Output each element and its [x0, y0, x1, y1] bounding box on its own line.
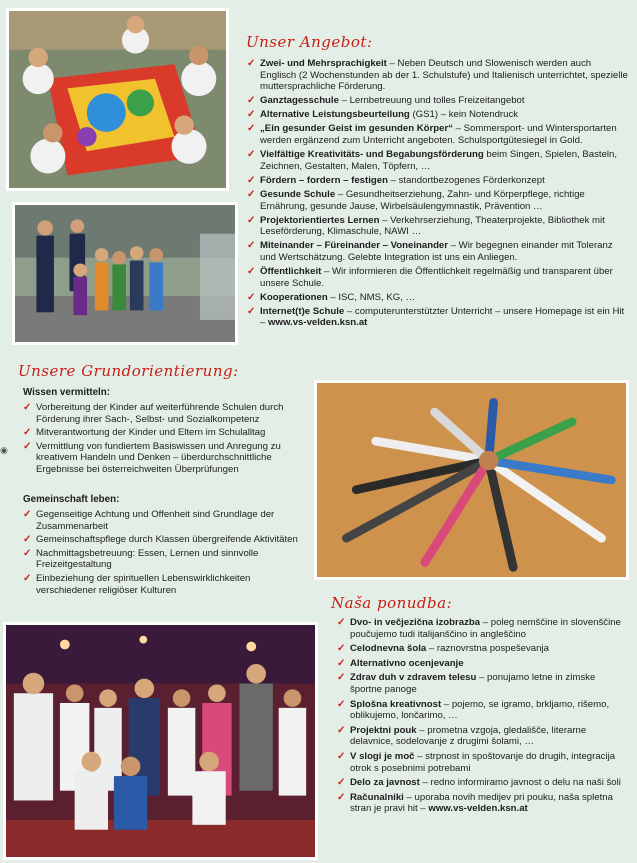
list-item	[23, 509, 305, 532]
list-unser-angebot	[247, 58, 629, 331]
list-item	[247, 95, 629, 107]
checkmark-icon: ✓	[247, 291, 256, 303]
list-nasa-ponudba	[337, 617, 629, 818]
item-text: – Sommersport- und Wintersportarten werden ergänzend zum Unterricht angeboten. Schulsportgütesiegel in Gold.	[260, 123, 617, 147]
item-bold: Internet(t)e Schule	[260, 305, 345, 317]
list-item	[23, 534, 305, 546]
heading-unsere-grundorientierung: Unsere Grundorientierung:	[18, 362, 239, 380]
item-text: beim Singen, Spielen, Basteln, Zeichnen, Gestalten, Malen, Töpfern, …	[260, 149, 618, 172]
checkmark-icon: ✓	[337, 791, 346, 803]
item-bold: Zdrav duh v zdravem telesu	[350, 672, 477, 684]
list-item	[247, 109, 629, 121]
checkmark-icon: ✓	[247, 266, 256, 277]
item-text: – uporaba novih medijev pri pouku, naša spletna stran je pravi hit –	[350, 791, 613, 815]
item-bold: Alternativno ocenjevanje	[350, 657, 464, 669]
item-text: – Verkehrserziehung, Theaterprojekte, Bibliothek mit Leseförderung, Klimaschule, NAWI …	[260, 214, 605, 238]
list-item	[247, 266, 629, 289]
item-bold: Öffentlichkeit	[260, 266, 322, 277]
checkmark-icon: ✓	[337, 657, 346, 669]
checkmark-icon: ✓	[247, 188, 256, 200]
list-item	[247, 189, 629, 212]
list-item	[23, 548, 305, 571]
list-item	[23, 427, 305, 439]
item-text: – standortbezogenes Förderkonzept	[387, 174, 545, 186]
item-text: – ponujamo letne in zimske športne panoge	[350, 672, 596, 695]
list-item	[247, 240, 629, 263]
heading-unser-angebot: Unser Angebot:	[246, 33, 373, 51]
list-item	[337, 792, 629, 815]
item-bold: Zwei- und Mehrsprachigkeit	[260, 58, 387, 69]
subheading-gemeinschaft-leben: Gemeinschaft leben:	[23, 494, 120, 505]
item-text: – Gesundheitserziehung, Zahn- und Körperpflege, richtige Ernährung, gesunde Jause, Wirbelsäulengymnastik, Prävention …	[260, 188, 585, 212]
list-item	[23, 402, 305, 425]
checkmark-icon: ✓	[247, 149, 256, 161]
item-link: www.vs-velden.ksn.at	[268, 317, 368, 329]
item-text: – redno informiramo javnost o delu na naši šoli	[419, 777, 621, 789]
item-text: (GS1) – kein Notendruck	[409, 109, 519, 121]
item-bold: Dvo- in večjezična izobrazba	[350, 617, 481, 628]
checkmark-icon: ✓	[247, 95, 256, 107]
list-item	[247, 292, 629, 304]
photo-traffic-education	[12, 202, 238, 345]
checkmark-icon: ✓	[23, 440, 32, 452]
checkmark-icon: ✓	[337, 698, 346, 710]
checkmark-icon: ✓	[247, 240, 256, 252]
list-item	[247, 123, 629, 146]
item-text: – strpnost in spoštovanje do drugih, integracija otrok s posebnimi potrebami	[350, 750, 616, 774]
checkmark-icon: ✓	[23, 402, 32, 413]
list-item	[247, 58, 629, 93]
item-text: – raznovrstna pospeševanja	[426, 643, 549, 655]
item-bold: Gesunde Schule	[260, 188, 336, 200]
checkmark-icon: ✓	[337, 750, 346, 762]
item-bold: Vielfältige Kreativitäts- und Begabungsförderung	[260, 149, 484, 161]
item-text: Mitverantwortung der Kinder und Eltern im Schulalltag	[36, 427, 266, 439]
item-text: – pojemo, se igramo, brkljamo, rišemo, oblikujemo, lončarimo, …	[350, 698, 610, 722]
checkmark-icon: ✓	[247, 109, 256, 121]
list-item	[337, 643, 629, 655]
item-text: Gemeinschaftspflege durch Klassen übergreifende Aktivitäten	[36, 534, 298, 546]
item-bold: Fördern – fordern – festigen	[260, 174, 388, 186]
item-text: Nachmittagsbetreuung: Essen, Lernen und sinnvolle Freizeitgestaltung	[36, 547, 259, 571]
item-text: Vorbereitung der Kinder auf weiterführende Schulen durch Förderung ihrer Sach-, Selbst- und Sozialkompetenz	[36, 402, 284, 425]
checkmark-icon: ✓	[23, 534, 32, 546]
list-item	[23, 441, 305, 476]
list-item	[247, 175, 629, 187]
item-text: – Wir begegnen einander mit Toleranz und Wertschätzung. Gelebte Integration ist uns ein Anliegen.	[260, 240, 613, 263]
subheading-wissen-vermitteln: Wissen vermitteln:	[23, 387, 111, 398]
photo-children-crafting	[6, 8, 229, 191]
checkmark-icon: ✓	[247, 214, 256, 226]
item-text: – Neben Deutsch und Slowenisch werden auch Englisch (2 Wochenstunden ab der 1. Schulstufe) und Italienisch unterrichtet, spezielle muttersprachliche Förderung.	[260, 58, 628, 93]
list-item	[337, 699, 629, 722]
item-text: – poleg nemščine in slovenščine poučujemo tudi italijanščino in angleščino	[350, 617, 621, 640]
item-bold: Projektorientiertes Lernen	[260, 214, 380, 226]
item-text: – Wir informieren die Öffentlichkeit regelmäßig und transparent über unsere Schule.	[260, 266, 613, 289]
item-bold: V slogi je moč	[350, 750, 415, 762]
checkmark-icon: ✓	[23, 547, 32, 559]
item-link: www.vs-velden.ksn.at	[428, 803, 528, 815]
item-bold: Kooperationen	[260, 291, 328, 303]
item-bold: Delo za javnost	[350, 777, 420, 789]
checkmark-icon: ✓	[23, 427, 32, 439]
checkmark-icon: ✓	[337, 777, 346, 789]
item-bold: Alternative Leistungsbeurteilung	[260, 109, 410, 121]
checkmark-icon: ✓	[23, 509, 32, 520]
checkmark-icon: ✓	[247, 123, 256, 135]
item-text: Vermittlung von fundiertem Basiswissen und Anregung zu kreativem Handeln und Denken – überdurchschnittliche Ergebnisse bei österreichweiten Überprüfungen	[36, 440, 281, 475]
item-bold: Celodnevna šola	[350, 643, 427, 655]
list-item	[23, 573, 305, 596]
checkmark-icon: ✓	[247, 305, 256, 317]
checkmark-icon: ✓	[23, 572, 32, 584]
photo-gym-star-formation	[314, 380, 629, 580]
list-item	[337, 658, 629, 670]
edge-marker-icon: ◉	[0, 445, 8, 455]
checkmark-icon: ✓	[337, 617, 346, 628]
list-item	[247, 149, 629, 172]
list-gemeinschaft-leben	[23, 509, 305, 598]
photo-group-medals	[3, 622, 318, 860]
item-text: – ISC, NMS, KG, …	[327, 291, 416, 303]
list-item	[247, 215, 629, 238]
item-text: – Lernbetreuung und tolles Freizeitangebot	[338, 95, 525, 107]
item-text: – computerunterstützter Unterricht – unsere Homepage ist ein Hit –	[260, 305, 625, 329]
list-item	[337, 617, 629, 640]
item-bold: Ganztagesschule	[260, 95, 339, 107]
checkmark-icon: ✓	[247, 174, 256, 186]
checkmark-icon: ✓	[337, 672, 346, 684]
checkmark-icon: ✓	[337, 724, 346, 736]
list-wissen-vermitteln	[23, 402, 305, 478]
list-item	[337, 672, 629, 695]
item-text: Gegenseitige Achtung und Offenheit sind Grundlage der Zusammenarbeit	[36, 509, 275, 532]
checkmark-icon: ✓	[337, 643, 346, 655]
item-bold: Računalniki	[350, 791, 404, 803]
item-bold: Projektni pouk	[350, 724, 417, 736]
list-item	[247, 306, 629, 329]
item-text: Einbeziehung der spirituellen Lebenswirklichkeiten verschiedener religiöser Kulturen	[36, 572, 251, 596]
checkmark-icon: ✓	[247, 58, 256, 69]
item-bold: „Ein gesunder Geist im gesunden Körper“	[260, 123, 453, 135]
list-item	[337, 751, 629, 774]
list-item	[337, 777, 629, 789]
item-bold: Miteinander – Füreinander – Voneinander	[260, 240, 449, 252]
heading-nasa-ponudba: Naša ponudba:	[331, 594, 453, 612]
item-text: – prometna vzgoja, gledališče, literarne delavnice, sodelovanje z drugimi šolami, …	[350, 724, 587, 748]
item-bold: Splošna kreativnost	[350, 698, 442, 710]
list-item	[337, 725, 629, 748]
